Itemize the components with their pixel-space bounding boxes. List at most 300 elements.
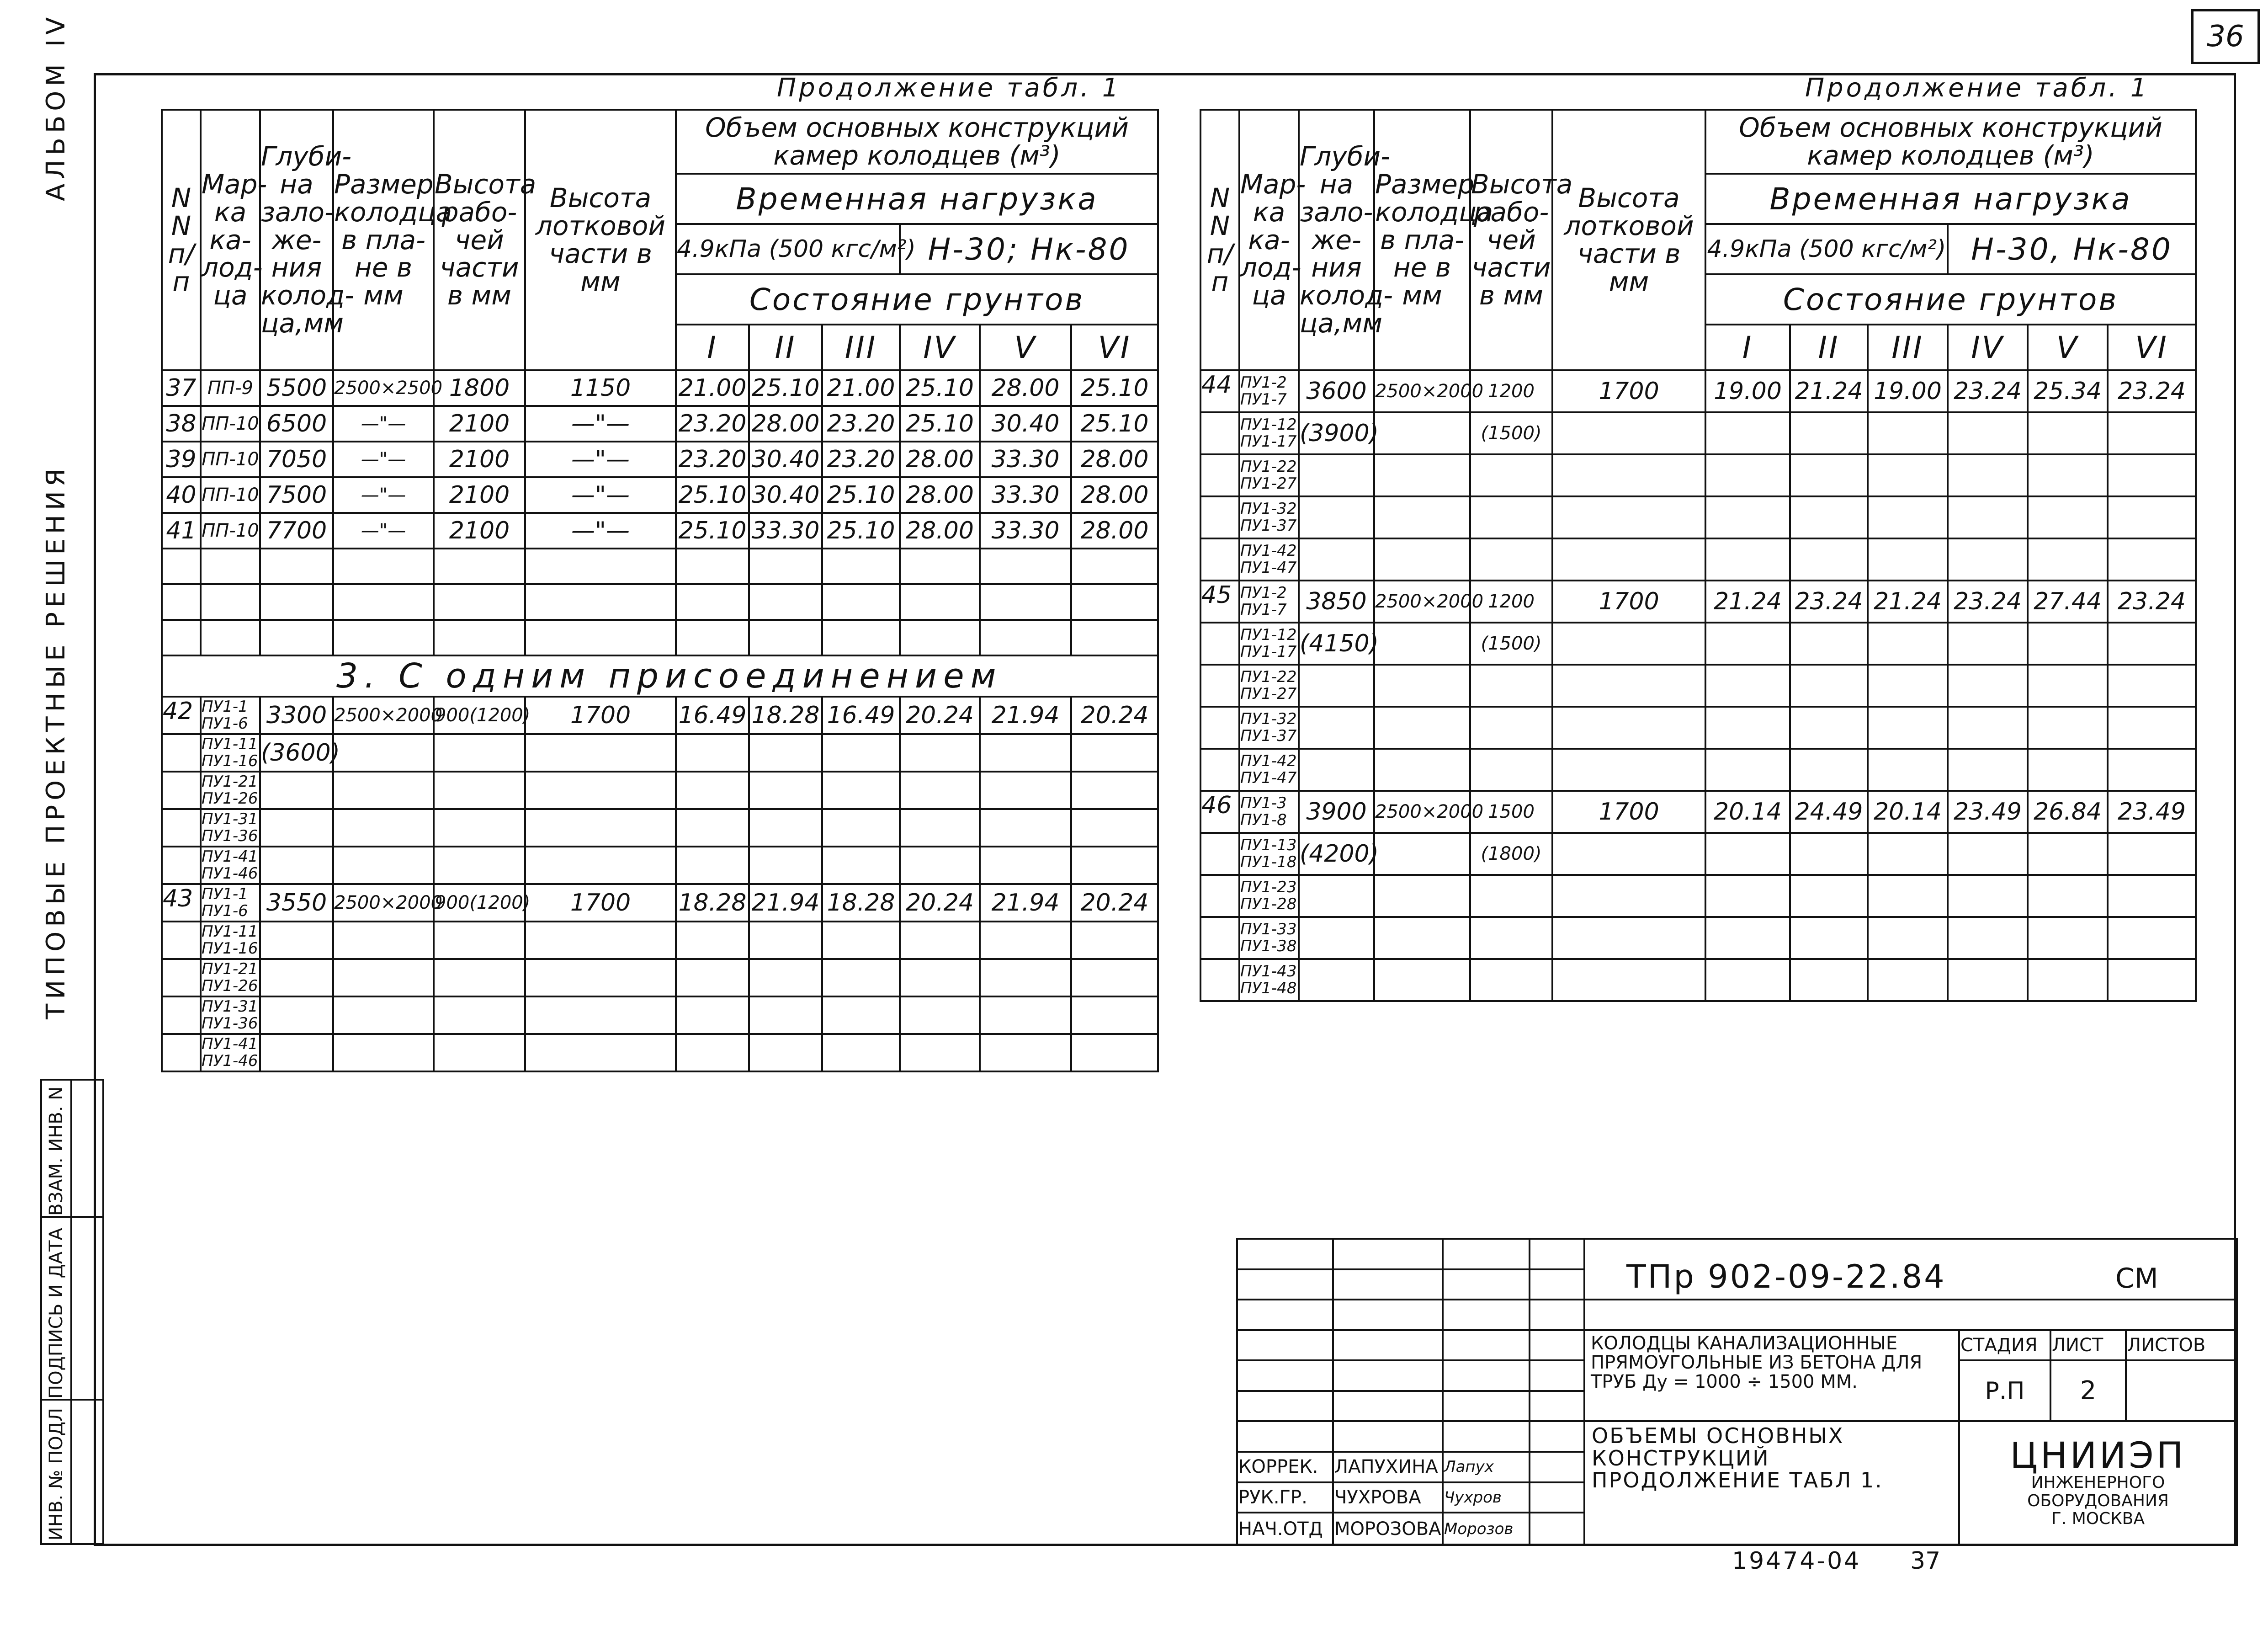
soil-col-I: I [1705,325,1790,370]
volume-value [980,1034,1071,1071]
table-row [162,772,1158,809]
title-block [1236,1238,2236,1546]
volume-value [2108,875,2196,917]
signature: Чухров [1443,1482,1530,1513]
volume-value [1071,922,1158,959]
signature: Морозов [1443,1513,1530,1545]
volume-value [1868,875,1948,917]
row-mark [201,922,260,959]
volume-value: 25.34 [2028,370,2108,412]
volume-value: 25.10 [749,370,822,406]
empty-cell [980,620,1071,655]
volume-value [1790,538,1868,581]
row-mark [1239,412,1299,454]
row-tray-height: —"— [525,477,676,513]
volume-value: 21.00 [822,370,900,406]
row-work-height: 2100 [434,477,525,513]
signature: Лапух [1443,1452,1530,1482]
load-case-2: Н-30, Нк-80 [1948,224,2196,274]
volume-value: 23.20 [822,442,900,477]
side-divider [40,1216,104,1218]
row-work-height [1470,959,1552,1001]
mark-label: ПУ1-37 [1240,517,1297,535]
row-work-height [1470,454,1552,496]
table-row [1200,875,2196,917]
row-number: 43 [162,884,201,922]
volume-value: 23.24 [1790,581,1868,623]
volume-value: 25.10 [1071,370,1158,406]
volume-value [822,847,900,884]
sheet-number: 36 [2191,9,2260,64]
row-size [333,847,434,884]
volume-value [2028,496,2108,538]
empty-row [162,584,1158,620]
side-stamp-inv: ИНВ. № ПОДЛ [46,1407,67,1540]
volume-value [900,996,980,1034]
sheet-title: ОБЪЕМЫ ОСНОВНЫХ КОНСТРУКЦИЙ ПРОДОЛЖЕНИЕ ТАБЛ 1. [1584,1421,1959,1545]
row-depth: (4200) [1299,833,1374,875]
caption-right: Продолжение табл. 1 [1805,73,2150,103]
volume-table-left [161,109,1159,1072]
row-size [333,772,434,809]
table-row [162,370,1158,406]
row-tray-height [1552,623,1705,665]
volume-value [1790,749,1868,791]
row-mark [1239,749,1299,791]
archive-page: 37 [1910,1547,1941,1575]
mark-label: ПУ1-1 [202,697,248,716]
volume-value: 28.00 [1071,513,1158,549]
row-size [333,1034,434,1071]
volume-value [822,734,900,772]
mark-label: ПУ1-41 [202,847,258,866]
empty-cell [525,584,676,620]
mark-label: ПУ1-7 [1240,390,1287,409]
volume-value [1868,833,1948,875]
row-work-height [434,809,525,847]
row-number [1200,623,1239,665]
row-number [162,959,201,996]
row-number: 45 [1200,581,1239,623]
col-header-nn: N N п/п [162,110,201,370]
row-work-height [434,772,525,809]
table-row [162,734,1158,772]
row-mark [201,847,260,884]
row-depth [260,922,333,959]
empty-cell [749,584,822,620]
row-depth: 3550 [260,884,333,922]
row-work-height: (1500) [1470,412,1552,454]
row-mark [201,772,260,809]
mark-label: ПУ1-26 [202,977,258,995]
table-row [1200,917,2196,959]
empty-cell [676,584,749,620]
volume-value [900,809,980,847]
volume-value [1868,412,1948,454]
volume-value [1790,959,1868,1001]
volume-value [749,996,822,1034]
row-work-height: 2100 [434,442,525,477]
load-case-1: 4.9кПа (500 кгс/м²) [676,224,900,274]
stage-label: СТАДИЯ [1959,1330,2050,1361]
empty-cell [1071,584,1158,620]
volume-value: 23.24 [2108,370,2196,412]
volume-value [2028,917,2108,959]
soil-col-III: III [822,325,900,370]
row-work-height [434,1034,525,1071]
table-row [1200,791,2196,833]
mark-label: ПУ1-6 [202,902,248,920]
empty-cell [1071,549,1158,584]
row-tray-height [1552,665,1705,707]
volume-value [1868,538,1948,581]
volume-value [1790,707,1868,749]
row-mark: ПП-9 [201,370,260,406]
row-depth [260,772,333,809]
empty-cell [260,549,333,584]
volume-value [1790,412,1868,454]
row-mark [1239,538,1299,581]
empty-cell [434,549,525,584]
row-size [1374,833,1470,875]
row-mark [201,959,260,996]
volume-value [1868,917,1948,959]
row-size [1374,749,1470,791]
volume-value: 23.49 [1948,791,2028,833]
person-name: МОРОЗОВА [1333,1513,1443,1545]
series-label: ТИПОВЫЕ ПРОЕКТНЫЕ РЕШЕНИЯ [41,464,71,1019]
empty-cell [333,549,434,584]
table-row [1200,581,2196,623]
row-number [1200,496,1239,538]
table-row [162,513,1158,549]
soil-col-IV: IV [900,325,980,370]
row-number [1200,454,1239,496]
table-row [1200,538,2196,581]
volume-value [2028,707,2108,749]
row-depth: 6500 [260,406,333,442]
row-depth [1299,875,1374,917]
row-work-height [1470,749,1552,791]
volume-value [2108,833,2196,875]
col-header-size: Размер колодца в пла-не в мм [1374,110,1470,370]
mark-label: ПУ1-13 [1240,836,1297,854]
soil-col-III: III [1868,325,1948,370]
table-row [1200,707,2196,749]
side-stamp-replace: ВЗАМ. ИНВ. N [46,1086,67,1216]
table-row [162,697,1158,734]
col-header-depth: Глуби-на зало-же-ния колод-ца,мм [260,110,333,370]
volume-value [2108,749,2196,791]
row-size: —"— [333,477,434,513]
project-title: КОЛОДЦЫ КАНАЛИЗАЦИОННЫЕ ПРЯМОУГОЛЬНЫЕ ИЗ БЕТОНА ДЛЯ ТРУБ Ду = 1000 ÷ 1500 ММ. [1584,1330,1959,1422]
section-title: 3. С одним присоединением [162,655,1158,697]
empty-cell [980,584,1071,620]
empty-cell [980,549,1071,584]
empty-cell [900,620,980,655]
row-number [1200,707,1239,749]
row-number [162,1034,201,1071]
volume-value [1948,623,2028,665]
row-depth [1299,749,1374,791]
row-work-height [1470,875,1552,917]
row-size: —"— [333,513,434,549]
volume-value: 16.49 [822,697,900,734]
volume-value [1790,875,1868,917]
volume-value [1705,496,1790,538]
row-work-height: 900(1200) [434,697,525,734]
volume-value [1868,496,1948,538]
row-mark [1239,581,1299,623]
empty-cell [162,549,201,584]
volume-value [822,772,900,809]
row-mark [1239,454,1299,496]
mark-label: ПУ1-1 [202,884,248,903]
volume-value [676,922,749,959]
volume-value [1705,749,1790,791]
mark-label: ПУ1-26 [202,789,258,808]
soil-col-II: II [1790,325,1868,370]
col-header-size: Размер колодца в пла-не в мм [333,110,434,370]
empty-cell [260,584,333,620]
load-case-1: 4.9кПа (500 кгс/м²) [1705,224,1948,274]
volume-value [822,922,900,959]
volume-value: 23.24 [1948,581,2028,623]
row-tray-height [1552,833,1705,875]
row-size: 2500×2000 [333,697,434,734]
row-mark [1239,875,1299,917]
volume-value: 25.10 [822,477,900,513]
mark-label: ПУ1-32 [1240,709,1297,728]
row-tray-height [525,809,676,847]
empty-cell [434,584,525,620]
row-size [1374,623,1470,665]
mark-label: ПУ1-16 [202,939,258,958]
row-work-height [434,959,525,996]
row-size [1374,917,1470,959]
volume-value: 21.94 [749,884,822,922]
volume-value: 28.00 [1071,477,1158,513]
volume-value [1790,623,1868,665]
mark-label: ПУ1-6 [202,714,248,733]
volume-value [1948,665,2028,707]
org-city: Г. МОСКВА [2051,1509,2145,1529]
row-size [333,959,434,996]
row-mark [201,809,260,847]
row-number: 44 [1200,370,1239,412]
row-tray-height: 1700 [1552,370,1705,412]
soil-col-II: II [749,325,822,370]
mark-label: ПУ1-43 [1240,962,1297,980]
row-number: 41 [162,513,201,549]
volume-value: 28.00 [900,513,980,549]
role: РУК.ГР. [1237,1482,1333,1513]
mark-label: ПУ1-38 [1240,937,1297,955]
row-tray-height: 1700 [525,884,676,922]
row-mark [1239,496,1299,538]
col-header-depth: Глуби-на зало-же-ния колод-ца,мм [1299,110,1374,370]
soil-col-IV: IV [1948,325,2028,370]
volume-value [1705,707,1790,749]
row-size [333,996,434,1034]
row-tray-height [1552,707,1705,749]
mark-label: ПУ1-31 [202,810,258,828]
table-row [162,996,1158,1034]
volume-value [1790,454,1868,496]
table-row [162,922,1158,959]
volume-value [980,959,1071,996]
row-number [1200,917,1239,959]
row-size: —"— [333,406,434,442]
col-header-nn: N N п/п [1200,110,1239,370]
volume-value [822,809,900,847]
volume-value [1948,412,2028,454]
soil-col-V: V [2028,325,2108,370]
volume-value [980,996,1071,1034]
mark-label: ПУ1-3 [1240,794,1287,812]
row-tray-height [1552,496,1705,538]
volume-value: 23.49 [2108,791,2196,833]
row-depth [1299,959,1374,1001]
volume-value [1071,809,1158,847]
volume-value: 21.24 [1868,581,1948,623]
row-work-height: 2100 [434,513,525,549]
volume-value [1790,833,1868,875]
row-work-height: 1200 [1470,370,1552,412]
mark-label: ПУ1-2 [1240,373,1287,392]
row-size [333,809,434,847]
volume-value: 26.84 [2028,791,2108,833]
row-mark [201,697,260,734]
mark-label: ПУ1-11 [202,735,258,753]
row-number: 46 [1200,791,1239,833]
row-work-height [1470,917,1552,959]
row-number [1200,833,1239,875]
mark-label: ПУ1-31 [202,997,258,1016]
side-stamp-sign: ПОДПИСЬ И ДАТА [46,1228,67,1399]
volume-value: 21.00 [676,370,749,406]
volume-value [1868,959,1948,1001]
row-size [333,922,434,959]
soil-header: Состояние грунтов [1705,274,2196,325]
mark-label: ПУ1-42 [1240,751,1297,770]
mark-label: ПУ1-46 [202,1052,258,1070]
volume-value: 33.30 [980,513,1071,549]
row-tray-height [1552,875,1705,917]
volume-value [749,772,822,809]
table-row [162,809,1158,847]
volume-value [749,734,822,772]
row-number [162,847,201,884]
volume-value [822,1034,900,1071]
row-tray-height [525,959,676,996]
mark-label: ПУ1-27 [1240,474,1297,493]
volume-value [2108,917,2196,959]
row-size [1374,454,1470,496]
volume-value [1705,917,1790,959]
row-mark [1239,665,1299,707]
row-mark [1239,707,1299,749]
volume-value: 21.94 [980,884,1071,922]
mark-label: ПУ1-27 [1240,685,1297,703]
sheet-label: ЛИСТ [2050,1330,2126,1361]
volume-value [676,959,749,996]
row-mark: ПП-10 [201,477,260,513]
person-name: ЧУХРОВА [1333,1482,1443,1513]
row-number: 39 [162,442,201,477]
volume-value: 24.49 [1790,791,1868,833]
row-tray-height [525,847,676,884]
row-tray-height: 1700 [525,697,676,734]
row-size [1374,665,1470,707]
volume-table-right [1200,109,2197,1002]
row-depth [1299,917,1374,959]
album-label: АЛЬБОМ IV [41,12,71,201]
row-size [333,734,434,772]
volume-value [1790,496,1868,538]
volume-value: 20.14 [1868,791,1948,833]
role: КОРРЕК. [1237,1452,1333,1482]
mark-label: ПУ1-12 [1240,625,1297,644]
mark-label: ПУ1-41 [202,1034,258,1053]
col-header-tray-height: Высота лотковой части в мм [1552,110,1705,370]
volume-value [900,847,980,884]
volume-value: 20.24 [900,697,980,734]
volume-value [1705,959,1790,1001]
mark-label: ПУ1-22 [1240,457,1297,476]
volume-value: 25.10 [1071,406,1158,442]
col-header-volume: Объем основных конструкций камер колодцев (м³) [1705,110,2196,174]
volume-value: 16.49 [676,697,749,734]
empty-cell [260,620,333,655]
volume-value [2108,623,2196,665]
doc-code-suffix: СМ [2115,1263,2158,1295]
volume-value: 21.24 [1705,581,1790,623]
mark-label: ПУ1-23 [1240,878,1297,896]
volume-value [2028,454,2108,496]
row-number [162,734,201,772]
volume-value [2028,665,2108,707]
row-size [1374,959,1470,1001]
volume-value [2028,412,2108,454]
row-work-height: (1500) [1470,623,1552,665]
load-header: Временная нагрузка [1705,174,2196,224]
row-mark [1239,959,1299,1001]
empty-cell [525,549,676,584]
row-mark: ПП-10 [201,513,260,549]
table-row [162,959,1158,996]
row-tray-height [525,922,676,959]
volume-value: 20.14 [1705,791,1790,833]
row-depth: (4150) [1299,623,1374,665]
volume-value [822,959,900,996]
empty-cell [162,620,201,655]
mark-label: ПУ1-36 [202,1014,258,1033]
mark-label: ПУ1-2 [1240,583,1287,602]
mark-label: ПУ1-17 [1240,643,1297,661]
row-mark [1239,623,1299,665]
volume-value: 25.10 [676,513,749,549]
volume-value [2028,875,2108,917]
table-row [162,406,1158,442]
volume-value: 25.10 [822,513,900,549]
volume-value [980,809,1071,847]
row-depth [260,809,333,847]
volume-value [1948,833,2028,875]
mark-label: ПУ1-36 [202,827,258,845]
volume-value [1948,707,2028,749]
volume-value [980,734,1071,772]
